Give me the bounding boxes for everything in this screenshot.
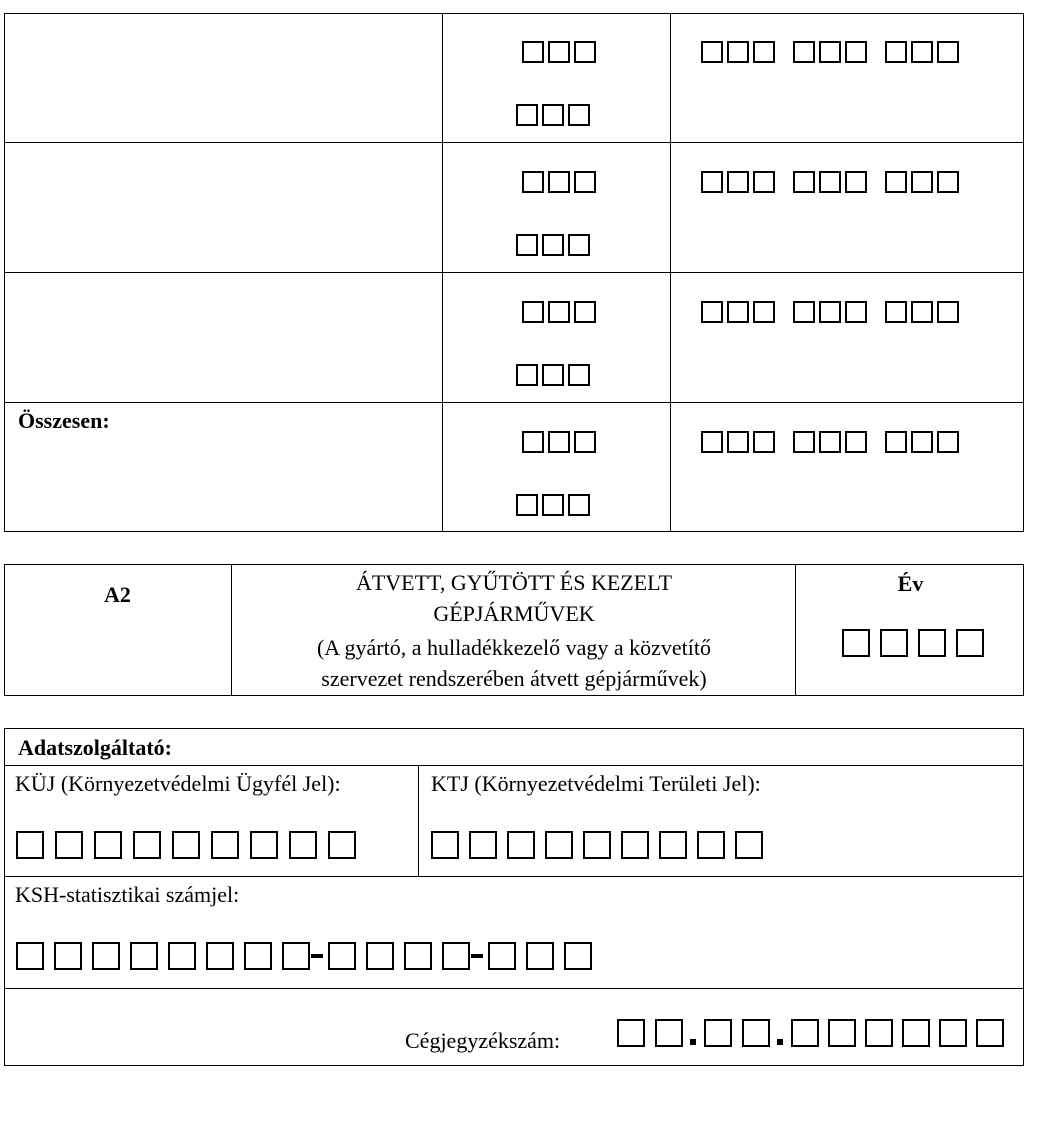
total-weight-input-boxes[interactable] — [701, 431, 963, 453]
digit-box[interactable] — [911, 431, 933, 453]
digit-box[interactable] — [902, 1019, 930, 1047]
digit-box[interactable] — [133, 831, 161, 859]
digit-box[interactable] — [655, 1019, 683, 1047]
digit-box[interactable] — [865, 1019, 893, 1047]
digit-box[interactable] — [880, 629, 908, 657]
digit-box[interactable] — [526, 942, 554, 970]
digit-box[interactable] — [282, 942, 310, 970]
digit-box[interactable] — [564, 942, 592, 970]
table-row-divider — [4, 402, 1024, 403]
digit-box[interactable] — [16, 942, 44, 970]
digit-box[interactable] — [937, 431, 959, 453]
digit-box[interactable] — [55, 831, 83, 859]
digit-box[interactable] — [522, 41, 544, 63]
header-divider — [795, 564, 796, 696]
digit-box[interactable] — [548, 171, 570, 193]
digit-box[interactable] — [16, 831, 44, 859]
digit-box[interactable] — [621, 831, 649, 859]
digit-box[interactable] — [583, 831, 611, 859]
digit-box[interactable] — [701, 301, 723, 323]
digit-box[interactable] — [727, 301, 749, 323]
section-column-divider — [418, 765, 419, 876]
digit-box[interactable] — [939, 1019, 967, 1047]
digit-box[interactable] — [574, 301, 596, 323]
quantity-input-boxes[interactable] — [516, 364, 594, 386]
digit-box[interactable] — [542, 364, 564, 386]
digit-box[interactable] — [842, 629, 870, 657]
header-divider — [231, 564, 232, 696]
digit-box[interactable] — [617, 1019, 645, 1047]
digit-box[interactable] — [574, 41, 596, 63]
digit-box[interactable] — [937, 171, 959, 193]
digit-box[interactable] — [727, 431, 749, 453]
digit-box[interactable] — [885, 41, 907, 63]
digit-box[interactable] — [885, 301, 907, 323]
section-code: A2 — [104, 582, 131, 607]
digit-box[interactable] — [92, 942, 120, 970]
digit-box[interactable] — [469, 831, 497, 859]
digit-box[interactable] — [404, 942, 432, 970]
digit-box[interactable] — [542, 494, 564, 516]
digit-box[interactable] — [130, 942, 158, 970]
digit-box[interactable] — [701, 431, 723, 453]
digit-box[interactable] — [548, 41, 570, 63]
digit-box[interactable] — [911, 171, 933, 193]
digit-box[interactable] — [522, 431, 544, 453]
digit-box[interactable] — [727, 41, 749, 63]
digit-box[interactable] — [845, 41, 867, 63]
digit-box[interactable] — [516, 494, 538, 516]
section-title-line2: GÉPJÁRMŰVEK — [433, 601, 595, 626]
table-row-divider — [4, 142, 1024, 143]
kuj-label: KÜJ (Környezetvédelmi Ügyfél Jel): — [15, 771, 341, 796]
section-row-divider — [4, 876, 1024, 877]
quantity-input-boxes[interactable] — [522, 41, 600, 63]
digit-box[interactable] — [845, 431, 867, 453]
digit-box[interactable] — [574, 171, 596, 193]
quantity-input-boxes[interactable] — [516, 104, 594, 126]
year-input-boxes[interactable] — [842, 629, 984, 657]
digit-box[interactable] — [753, 301, 775, 323]
digit-box[interactable] — [793, 431, 815, 453]
digit-box[interactable] — [659, 831, 687, 859]
digit-box[interactable] — [211, 831, 239, 859]
cegjegyzek-input-boxes[interactable] — [617, 1019, 1004, 1047]
separator-dash — [471, 954, 483, 958]
digit-box[interactable] — [918, 629, 946, 657]
digit-box[interactable] — [753, 171, 775, 193]
digit-box[interactable] — [819, 41, 841, 63]
digit-box[interactable] — [507, 831, 535, 859]
data-provider-heading: Adatszolgáltató: — [18, 735, 172, 760]
digit-box[interactable] — [548, 301, 570, 323]
digit-box[interactable] — [793, 171, 815, 193]
digit-box[interactable] — [168, 942, 196, 970]
kuj-input-boxes[interactable] — [16, 831, 356, 859]
digit-box[interactable] — [735, 831, 763, 859]
ktj-label: KTJ (Környezetvédelmi Területi Jel): — [431, 771, 761, 796]
digit-box[interactable] — [516, 104, 538, 126]
weight-input-boxes[interactable] — [701, 301, 963, 323]
ksh-label: KSH-statisztikai számjel: — [15, 882, 240, 907]
digit-box[interactable] — [542, 104, 564, 126]
digit-box[interactable] — [828, 1019, 856, 1047]
digit-box[interactable] — [937, 301, 959, 323]
year-label: Év — [897, 571, 924, 596]
cegjegyzek-label: Cégjegyzékszám: — [405, 1028, 561, 1053]
digit-box[interactable] — [845, 171, 867, 193]
digit-box[interactable] — [542, 234, 564, 256]
digit-box[interactable] — [753, 431, 775, 453]
digit-box[interactable] — [704, 1019, 732, 1047]
digit-box[interactable] — [568, 494, 590, 516]
separator-dot — [690, 1039, 696, 1045]
digit-box[interactable] — [911, 41, 933, 63]
digit-box[interactable] — [366, 942, 394, 970]
section-subtitle-line1: (A gyártó, a hulladékkezelő vagy a közvetítő — [316, 635, 712, 660]
digit-box[interactable] — [793, 41, 815, 63]
digit-box[interactable] — [885, 431, 907, 453]
digit-box[interactable] — [701, 171, 723, 193]
digit-box[interactable] — [328, 831, 356, 859]
digit-box[interactable] — [250, 831, 278, 859]
total-quantity-input-boxes[interactable] — [516, 494, 594, 516]
digit-box[interactable] — [172, 831, 200, 859]
digit-box[interactable] — [727, 171, 749, 193]
separator-dash — [311, 954, 323, 958]
digit-box[interactable] — [742, 1019, 770, 1047]
digit-box[interactable] — [54, 942, 82, 970]
section-row-divider — [4, 988, 1024, 989]
digit-box[interactable] — [545, 831, 573, 859]
separator-dot — [777, 1039, 783, 1045]
totals-row-label: Összesen: — [18, 408, 110, 433]
digit-box[interactable] — [845, 301, 867, 323]
digit-box[interactable] — [568, 104, 590, 126]
digit-box[interactable] — [548, 431, 570, 453]
digit-box[interactable] — [431, 831, 459, 859]
digit-box[interactable] — [94, 831, 122, 859]
digit-box[interactable] — [522, 171, 544, 193]
digit-box[interactable] — [697, 831, 725, 859]
digit-box[interactable] — [289, 831, 317, 859]
digit-box[interactable] — [568, 234, 590, 256]
section-title-line1: ÁTVETT, GYŰTÖTT ÉS KEZELT — [355, 570, 673, 595]
ksh-input-boxes[interactable] — [16, 942, 592, 970]
quantity-input-boxes[interactable] — [516, 234, 594, 256]
digit-box[interactable] — [574, 431, 596, 453]
digit-box[interactable] — [442, 942, 470, 970]
digit-box[interactable] — [885, 171, 907, 193]
total-quantity-input-boxes[interactable] — [522, 431, 600, 453]
section-subtitle-line2: szervezet rendszerében átvett gépjárművek) — [321, 666, 707, 691]
digit-box[interactable] — [206, 942, 234, 970]
digit-box[interactable] — [701, 41, 723, 63]
digit-box[interactable] — [244, 942, 272, 970]
digit-box[interactable] — [753, 41, 775, 63]
digit-box[interactable] — [516, 364, 538, 386]
table-row-divider — [4, 272, 1024, 273]
digit-box[interactable] — [937, 41, 959, 63]
digit-box[interactable] — [328, 942, 356, 970]
digit-box[interactable] — [516, 234, 538, 256]
digit-box[interactable] — [956, 629, 984, 657]
digit-box[interactable] — [488, 942, 516, 970]
digit-box[interactable] — [911, 301, 933, 323]
weight-input-boxes[interactable] — [701, 41, 963, 63]
section-row-divider — [4, 765, 1024, 766]
weight-input-boxes[interactable] — [701, 171, 963, 193]
digit-box[interactable] — [791, 1019, 819, 1047]
quantity-input-boxes[interactable] — [522, 171, 600, 193]
quantity-input-boxes[interactable] — [522, 301, 600, 323]
ktj-input-boxes[interactable] — [431, 831, 763, 859]
digit-box[interactable] — [819, 171, 841, 193]
digit-box[interactable] — [819, 431, 841, 453]
digit-box[interactable] — [819, 301, 841, 323]
digit-box[interactable] — [568, 364, 590, 386]
digit-box[interactable] — [522, 301, 544, 323]
digit-box[interactable] — [793, 301, 815, 323]
digit-box[interactable] — [976, 1019, 1004, 1047]
